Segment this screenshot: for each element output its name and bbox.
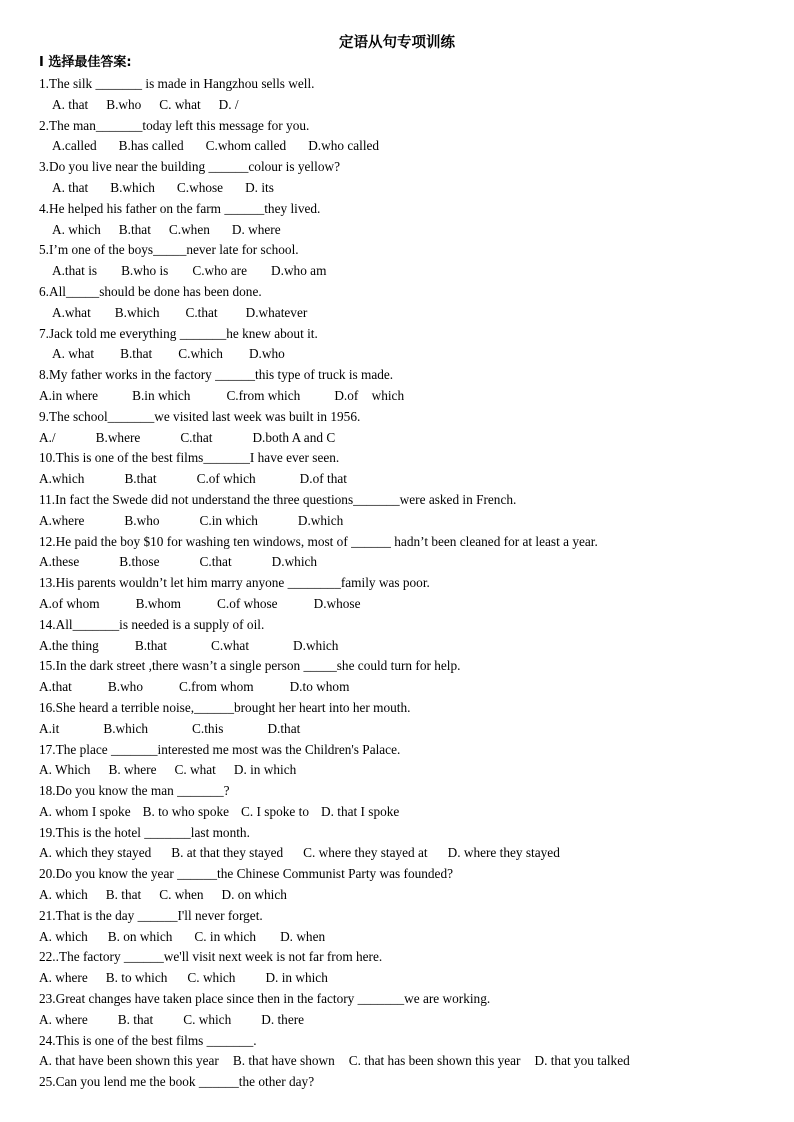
answer-option: D. /: [218, 96, 239, 112]
answer-option: B.who: [106, 96, 142, 112]
answer-option: A.called: [52, 138, 97, 154]
answer-option: C.whose: [176, 179, 224, 195]
page-title: 定语从句专项训练: [339, 35, 455, 51]
answer-option: D.that: [267, 720, 301, 736]
answer-option: B.that: [134, 637, 167, 653]
options-row: [39, 344, 779, 365]
question-text: 20.Do you know the year ______the Chinese Communist Party was founded?: [39, 866, 453, 882]
answer-option: A. where: [39, 970, 88, 986]
question-text: 19.This is the hotel _______last month.: [39, 824, 250, 840]
answer-option: D. where: [231, 221, 281, 237]
answer-option: C. which: [183, 1011, 232, 1027]
options-row: [39, 885, 779, 906]
answer-option: C. I spoke to: [241, 803, 309, 819]
question-text: 11.In fact the Swede did not understand the three questions_______were asked in French.: [39, 491, 517, 507]
answer-option: C. in which: [194, 928, 257, 944]
question-text: 21.That is the day ______I'll never forget.: [39, 907, 263, 923]
answer-option: A.in where: [39, 387, 99, 403]
answer-option: C.from which: [226, 387, 301, 403]
options-row: [39, 386, 779, 407]
answer-option: D. when: [280, 928, 326, 944]
options-row: [39, 261, 779, 282]
section-heading: I 选择最佳答案:: [39, 55, 132, 70]
answer-option: D. where they stayed: [447, 845, 560, 861]
answer-option: C. what: [174, 762, 216, 778]
options-row: [39, 95, 779, 116]
answer-option: D. its: [245, 179, 274, 195]
question-text: 13.His parents wouldn’t let him marry anyone ________family was poor.: [39, 575, 430, 591]
question-text: 3.Do you live near the building ______colour is yellow?: [39, 159, 340, 175]
options-row: [39, 552, 779, 573]
answer-option: B.those: [119, 554, 160, 570]
answer-option: B. at that they stayed: [171, 845, 284, 861]
answer-option: A.which: [39, 471, 85, 487]
answer-option: D. on which: [221, 887, 287, 903]
answer-option: C.from whom: [178, 679, 254, 695]
question-text: 18.Do you know the man _______?: [39, 783, 230, 799]
question-text: 8.My father works in the factory ______this type of truck is made.: [39, 367, 394, 383]
answer-option: C. that has been shown this year: [348, 1053, 521, 1069]
answer-option: A./: [39, 429, 56, 445]
options-row: [39, 636, 779, 657]
answer-option: B. on which: [107, 928, 173, 944]
answer-option: A. that have been shown this year: [39, 1053, 219, 1069]
answer-option: A.that: [39, 679, 72, 695]
answer-option: D.both A and C: [252, 429, 336, 445]
answer-option: B.who: [107, 679, 143, 695]
answer-option: A. Which: [39, 762, 91, 778]
answer-option: A.of whom: [39, 595, 100, 611]
question-text: 24.This is one of the best films _______.: [39, 1032, 257, 1048]
answer-option: B.which: [114, 304, 160, 320]
answer-option: C.that: [199, 554, 232, 570]
options-row: [39, 511, 779, 532]
question-text: 9.The school_______we visited last week was built in 1956.: [39, 408, 361, 424]
answer-option: D. in which: [265, 970, 328, 986]
answer-option: D.who am: [271, 263, 327, 279]
answer-option: B.has called: [118, 138, 184, 154]
options-row: [39, 178, 779, 199]
answer-option: C. where they stayed at: [303, 845, 428, 861]
answer-option: B. where: [108, 762, 157, 778]
answer-option: A. whom I spoke: [39, 803, 131, 819]
options-row: [39, 220, 779, 241]
question-text: 23.Great changes have taken place since then in the factory _______we are working.: [39, 991, 491, 1007]
answer-option: B.which: [103, 720, 149, 736]
answer-option: A. what: [52, 346, 95, 362]
answer-option: D.whatever: [245, 304, 308, 320]
answer-option: B. that: [105, 887, 142, 903]
question-text: 7.Jack told me everything _______he knew about it.: [39, 325, 318, 341]
answer-option: C.that: [185, 304, 218, 320]
answer-option: C.in which: [199, 512, 258, 528]
answer-option: C.what: [210, 637, 250, 653]
answer-option: A. which they stayed: [39, 845, 152, 861]
options-row: [39, 136, 779, 157]
answer-option: D. there: [261, 1011, 305, 1027]
question-text: 1.The silk _______ is made in Hangzhou sells well.: [39, 76, 315, 91]
answer-option: D. that I spoke: [321, 803, 400, 819]
question-text: 16.She heard a terrible noise,______brought her heart into her mouth.: [39, 699, 411, 715]
options-row: [39, 469, 779, 490]
answer-option: C.whom called: [205, 138, 287, 154]
answer-option: D.which: [297, 512, 344, 528]
answer-option: C.when: [168, 221, 210, 237]
answer-option: B. that have shown: [232, 1053, 335, 1069]
answer-option: A. where: [39, 1011, 88, 1027]
question-text: 10.This is one of the best films_______I have ever seen.: [39, 450, 340, 466]
answer-option: B.who: [124, 512, 160, 528]
options-row: [39, 719, 779, 740]
options-row: [39, 594, 779, 615]
question-text: 15.In the dark street ,there wasn’t a single person _____she could turn for help.: [39, 658, 461, 674]
answer-option: A. which: [52, 221, 101, 237]
options-row: [39, 428, 779, 449]
answer-option: C. which: [187, 970, 236, 986]
options-row: [39, 1010, 779, 1031]
question-text: 14.All_______is needed is a supply of oil.: [39, 616, 265, 632]
answer-option: C.which: [178, 346, 223, 362]
answer-option: B.that: [118, 221, 151, 237]
answer-option: C.that: [180, 429, 213, 445]
answer-option: D.which: [271, 554, 318, 570]
answer-option: B.who is: [121, 263, 169, 279]
answer-option: A.these: [39, 554, 80, 570]
answer-option: D.of that: [299, 471, 347, 487]
answer-option: A.what: [52, 304, 91, 320]
question-text: 25.Can you lend me the book ______the other day?: [39, 1074, 315, 1090]
answer-option: C. what: [159, 96, 201, 112]
question-text: 4.He helped his father on the farm ______they lived.: [39, 200, 321, 216]
answer-option: B.where: [95, 429, 141, 445]
answer-option: D.whose: [313, 595, 361, 611]
answer-option: C.of which: [196, 471, 256, 487]
answer-option: D.which: [293, 637, 339, 653]
answer-option: C. when: [159, 887, 204, 903]
options-row: [39, 1051, 779, 1072]
question-list: [39, 74, 779, 1093]
answer-option: B. to who spoke: [142, 803, 230, 819]
answer-option: D.who: [248, 346, 285, 362]
question-text: 6.All_____should be done has been done.: [39, 283, 262, 299]
answer-option: A.where: [39, 512, 85, 528]
question-text: 22..The factory ______we'll visit next week is not far from here.: [39, 949, 383, 965]
answer-option: A.the thing: [39, 637, 99, 653]
options-row: [39, 968, 779, 989]
answer-option: D. that you talked: [534, 1053, 630, 1069]
answer-option: B.that: [124, 471, 157, 487]
answer-option: A. that: [52, 96, 89, 112]
options-row: [39, 677, 779, 698]
answer-option: A. which: [39, 887, 88, 903]
answer-option: B. that: [117, 1011, 154, 1027]
answer-option: B.that: [120, 346, 153, 362]
options-row: [39, 802, 779, 823]
answer-option: B.which: [110, 179, 155, 195]
answer-option: C.of whose: [217, 595, 278, 611]
answer-option: D.who called: [308, 138, 380, 154]
answer-option: A.it: [39, 720, 60, 736]
answer-option: D.of which: [334, 387, 405, 403]
answer-option: A.that is: [52, 263, 98, 279]
answer-option: B.in which: [132, 387, 191, 403]
answer-option: D.to whom: [289, 679, 350, 695]
question-text: 17.The place _______interested me most was the Children's Palace.: [39, 741, 401, 757]
answer-option: C.this: [192, 720, 224, 736]
answer-option: A. which: [39, 928, 88, 944]
question-text: 12.He paid the boy $10 for washing ten windows, most of ______ hadn’t been cleaned for at least a year.: [39, 533, 598, 549]
answer-option: C.who are: [192, 263, 248, 279]
options-row: [39, 927, 779, 948]
question-text: 2.The man_______today left this message for you.: [39, 117, 310, 133]
question-text: 5.I’m one of the boys_____never late for school.: [39, 242, 299, 258]
answer-option: B.whom: [135, 595, 182, 611]
options-row: [39, 303, 779, 324]
answer-option: A. that: [52, 179, 89, 195]
answer-option: D. in which: [233, 762, 297, 778]
options-row: [39, 760, 779, 781]
answer-option: B. to which: [105, 970, 168, 986]
options-row: [39, 843, 779, 864]
